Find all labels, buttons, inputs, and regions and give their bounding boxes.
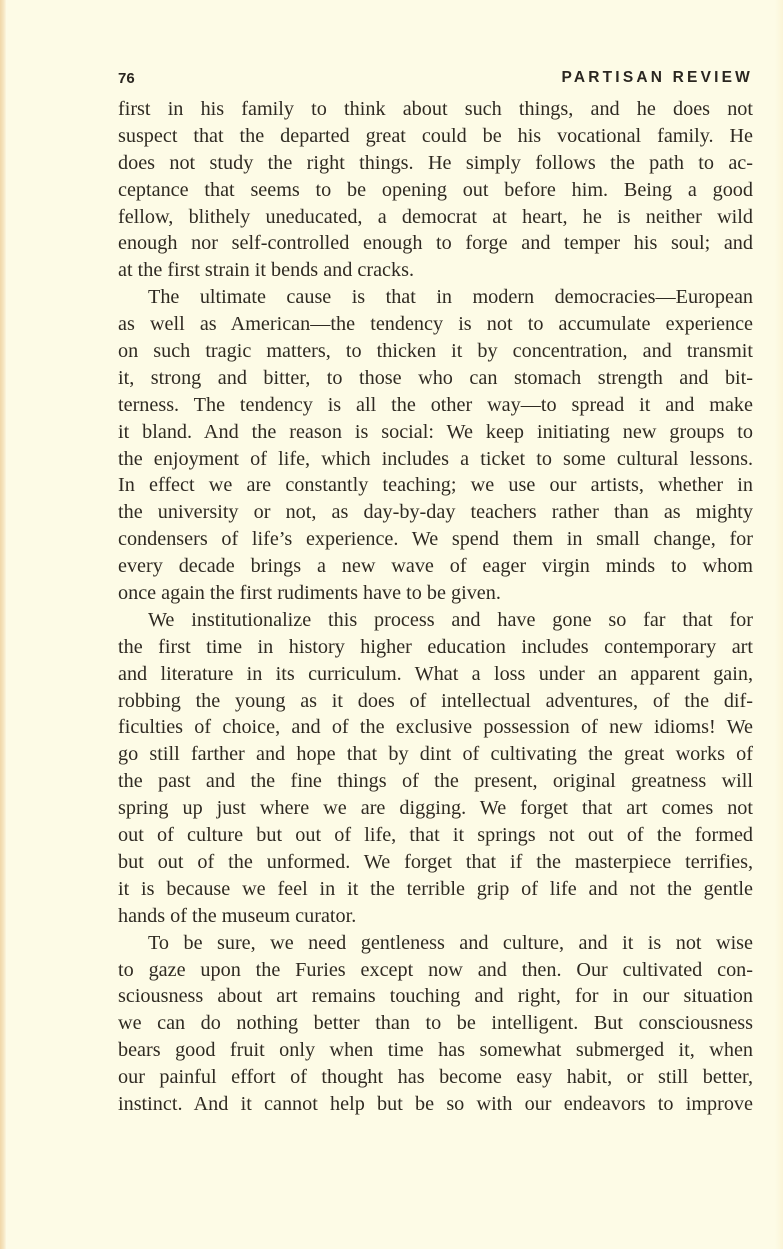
- text-line: robbing the young as it does of intellectual adventures, of the dif-: [118, 689, 753, 712]
- text-line: go still farther and hope that by dint of cultivating the great works of: [118, 743, 753, 766]
- paragraph: [118, 607, 753, 930]
- text-line: our painful effort of thought has become easy habit, or still better,: [118, 1066, 753, 1089]
- text-line: The ultimate cause is that in modern democracies—European: [148, 286, 753, 309]
- paragraph: [118, 284, 753, 607]
- text-line: first in his family to think about such things, and he does not: [118, 98, 753, 120]
- text-line: sciousness about art remains touching and right, for in our situation: [118, 985, 753, 1008]
- text-line: the enjoyment of life, which includes a ticket to some cultural lessons.: [118, 447, 753, 470]
- text-line: it bland. And the reason is social: We keep initiating new groups to: [118, 420, 753, 443]
- text-line: We institutionalize this process and have gone so far that for: [148, 608, 753, 631]
- text-line: enough nor self-controlled enough to forge and temper his soul; and: [118, 232, 753, 255]
- text-line: out of culture but out of life, that it springs not out of the formed: [118, 824, 753, 847]
- page-edge-shadow-right: [775, 0, 783, 1249]
- text-line: suspect that the departed great could be his vocational family. He: [118, 124, 753, 147]
- text-line: hands of the museum curator.: [118, 904, 357, 927]
- text-line: once again the first rudiments have to be given.: [118, 582, 501, 605]
- body-text: [118, 96, 753, 1118]
- text-line: terness. The tendency is all the other way—to spread it and make: [118, 393, 753, 416]
- journal-title: PARTISAN REVIEW: [561, 69, 753, 86]
- text-line: fellow, blithely uneducated, a democrat at heart, he is neither wild: [118, 205, 753, 228]
- running-head: [118, 67, 753, 89]
- text-line: every decade brings a new wave of eager virgin minds to whom: [118, 555, 753, 578]
- text-line: to gaze upon the Furies except now and then. Our cultivated con-: [118, 958, 753, 981]
- text-line: does not study the right things. He simply follows the path to ac-: [118, 151, 753, 174]
- text-line: it, strong and bitter, to those who can stomach strength and bit-: [118, 366, 753, 389]
- text-line: To be sure, we need gentleness and culture, and it is not wise: [148, 931, 753, 954]
- text-line: the university or not, as day-by-day teachers rather than as mighty: [118, 501, 753, 524]
- text-line: In effect we are constantly teaching; we use our artists, whether in: [118, 474, 753, 497]
- text-line: as well as American—the tendency is not to accumulate experience: [118, 313, 753, 336]
- paragraph: [118, 96, 753, 284]
- text-line: but out of the unformed. We forget that if the masterpiece terrifies,: [118, 850, 753, 873]
- text-line: spring up just where we are digging. We forget that art comes not: [118, 797, 753, 820]
- text-line: it is because we feel in it the terrible grip of life and not the gentle: [118, 877, 753, 900]
- paragraph: [118, 930, 753, 1118]
- page-edge-shadow-left: [0, 0, 6, 1249]
- text-line: ceptance that seems to be opening out before him. Being a good: [118, 178, 753, 201]
- text-line: bears good fruit only when time has somewhat submerged it, when: [118, 1039, 753, 1062]
- text-line: condensers of life’s experience. We spend them in small change, for: [118, 528, 753, 551]
- text-line: ficulties of choice, and of the exclusive possession of new idioms! We: [118, 716, 753, 739]
- page-number: 76: [118, 69, 135, 87]
- text-line: the first time in history higher education includes contemporary art: [118, 635, 753, 658]
- text-line: we can do nothing better than to be intelligent. But consciousness: [118, 1012, 753, 1035]
- text-line: the past and the fine things of the present, original greatness will: [118, 770, 753, 793]
- text-line: and literature in its curriculum. What a loss under an apparent gain,: [118, 662, 753, 685]
- text-line: at the first strain it bends and cracks.: [118, 259, 414, 282]
- text-line: instinct. And it cannot help but be so with our endeavors to improve: [118, 1092, 753, 1115]
- text-line: on such tragic matters, to thicken it by concentration, and transmit: [118, 340, 753, 363]
